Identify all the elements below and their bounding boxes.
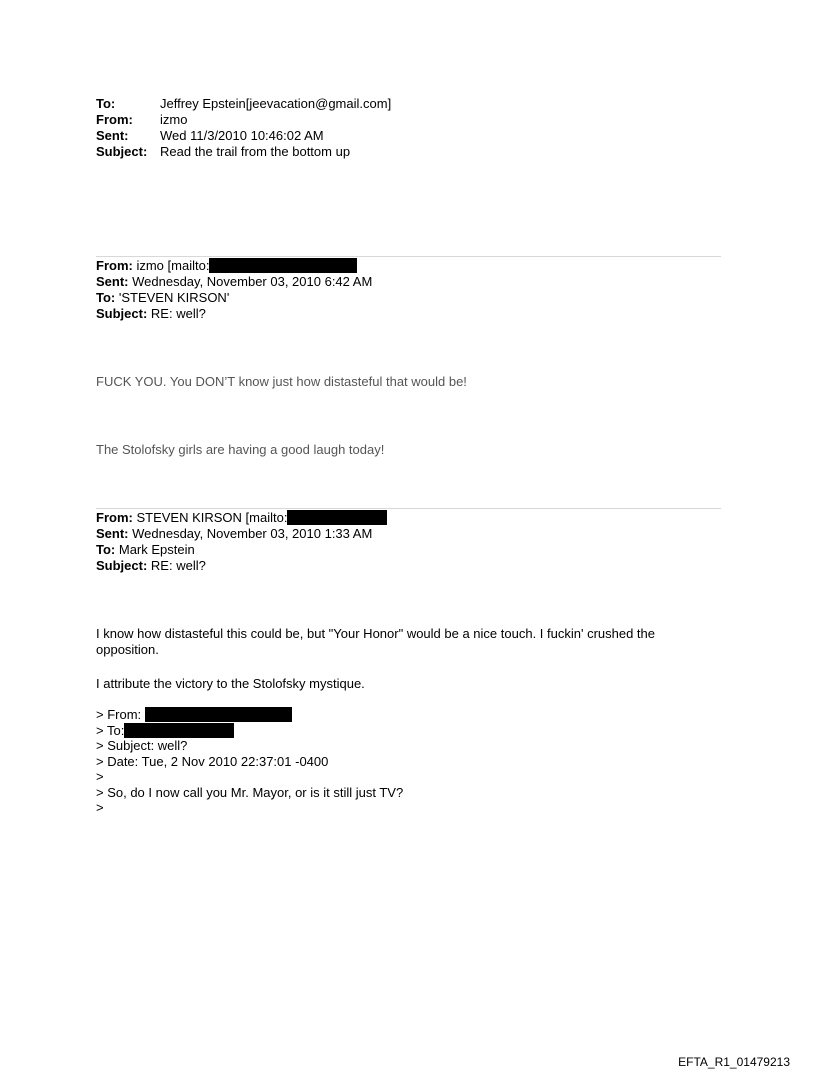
header-from-row [96, 112, 391, 128]
quote-blank-line: > [96, 769, 104, 784]
msg1-from-value: izmo [mailto: [136, 258, 210, 273]
email-header [96, 96, 391, 160]
msg2-from-value: STEVEN KIRSON [mailto: [136, 510, 288, 525]
header-to-label: To: [96, 96, 116, 111]
quote-from-line [96, 707, 403, 723]
msg2-sent-row [96, 526, 387, 542]
header-subject-value: Read the trail from the bottom up [160, 144, 351, 159]
msg2-from-row [96, 510, 387, 526]
msg1-body-line-1: FUCK YOU. You DON’T know just how distasteful that would be! [96, 374, 467, 389]
msg2-sent-label: Sent: [96, 526, 129, 541]
quote-date-line: > Date: Tue, 2 Nov 2010 22:37:01 -0400 [96, 753, 329, 769]
msg1-to-value: 'STEVEN KIRSON' [118, 290, 230, 305]
msg1-sent-row [96, 274, 372, 290]
msg1-body-line-2: The Stolofsky girls are having a good laugh today! [96, 442, 385, 457]
divider-rule [96, 256, 721, 257]
msg1-sent-label: Sent: [96, 274, 129, 289]
msg2-subject-value: RE: well? [150, 558, 206, 573]
msg1-sent-value: Wednesday, November 03, 2010 6:42 AM [132, 274, 373, 289]
document-id: EFTA_R1_01479213 [678, 1055, 790, 1069]
msg2-to-value: Mark Epstein [118, 542, 195, 557]
divider-rule [96, 508, 721, 509]
message-1-header [96, 258, 372, 322]
msg2-paragraph-1: I know how distasteful this could be, but "Your Honor" would be a nice touch. I fuckin' crushed the opposition. [96, 626, 655, 657]
header-subject-label: Subject: [96, 144, 148, 159]
header-from-label: From: [96, 112, 133, 127]
quote-blank-line: > [96, 800, 104, 815]
header-from-value: izmo [160, 112, 188, 127]
redaction-box [145, 707, 292, 722]
header-sent-row [96, 128, 391, 144]
quote-to-line [96, 723, 403, 739]
msg1-to-label: To: [96, 290, 116, 305]
header-sent-value: Wed 11/3/2010 10:46:02 AM [160, 128, 324, 143]
msg1-to-row [96, 290, 372, 306]
quote-body-line: > So, do I now call you Mr. Mayor, or is it still just TV? [96, 784, 404, 800]
msg1-from-row [96, 258, 372, 274]
msg2-sent-value: Wednesday, November 03, 2010 1:33 AM [132, 526, 373, 541]
header-to-row [96, 96, 391, 112]
msg2-subject-row [96, 558, 387, 574]
quote-to-text: > To: [96, 722, 125, 738]
msg1-subject-value: RE: well? [150, 306, 206, 321]
msg2-from-label: From: [96, 510, 133, 525]
msg2-to-row [96, 542, 387, 558]
quote-from-text: > From: [96, 707, 142, 722]
msg1-subject-row [96, 306, 372, 322]
redaction-box [209, 258, 357, 273]
redaction-box [124, 723, 234, 738]
msg2-paragraph-2: I attribute the victory to the Stolofsky mystique. [96, 676, 365, 691]
header-sent-label: Sent: [96, 128, 129, 143]
redaction-box [287, 510, 387, 525]
quoted-original-message [96, 707, 403, 816]
message-2-header [96, 510, 387, 574]
quote-subject-line: > Subject: well? [96, 738, 188, 753]
msg1-from-label: From: [96, 258, 133, 273]
msg2-to-label: To: [96, 542, 116, 557]
header-to-value: Jeffrey Epstein[jeevacation@gmail.com] [160, 96, 392, 111]
msg1-subject-label: Subject: [96, 306, 148, 321]
msg2-subject-label: Subject: [96, 558, 148, 573]
header-subject-row [96, 144, 391, 160]
